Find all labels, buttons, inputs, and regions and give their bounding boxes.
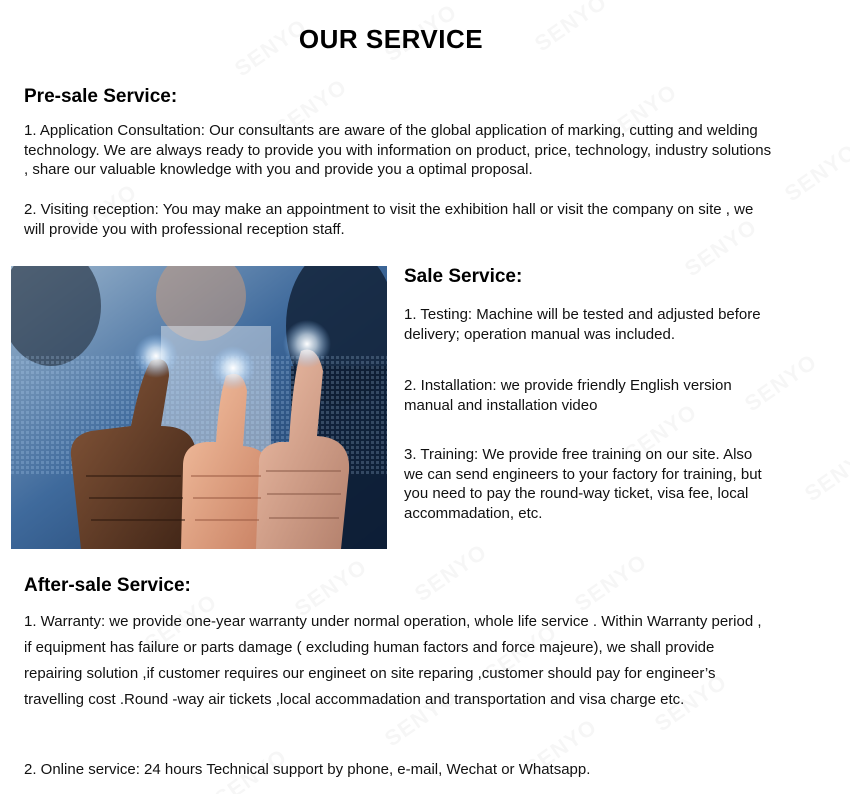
page-title: OUR SERVICE (298, 24, 484, 54)
watermark (800, 439, 850, 507)
watermark (780, 139, 850, 207)
sale-item: 1. Testing: Machine will be tested and adjusted before delivery; operation manual was included. (404, 306, 761, 343)
after-sale-item: 2. Online service: 24 hours Technical support by phone, e-mail, Wechat or Whatsapp. (24, 761, 591, 778)
thumbs-up-photo (11, 266, 387, 549)
watermark (570, 549, 652, 617)
sale-item: 2. Installation: we provide friendly English version manual and installation video (404, 377, 732, 414)
pre-sale-item: 1. Application Consultation: Our consultants are aware of the global application of marking, cutting and welding technology. We are always ready to provide you with information on product, price, technology, industry solutions , share our valuable knowledge with you and provide you a optimal proposal. (24, 122, 772, 178)
pre-sale-item: 2. Visiting reception: You may make an appointment to visit the exhibition hall or visit the company on site , we will provide you with professional reception staff. (24, 201, 754, 238)
sale-heading: Sale Service: (404, 266, 523, 287)
after-sale-heading: After-sale Service: (24, 575, 191, 596)
watermark (410, 539, 492, 607)
after-sale-item: 1. Warranty: we provide one-year warranty under normal operation, whole life service . Within Warranty period , if equipment has failure or parts damage ( excluding human factors and force majeure), we shall provide repairing solution ,if customer requires our engineet on site reparing ,customer should pay for engineer’s travelling cost .Round -way air tickets ,local accommadation and transportation and visa charge etc. (24, 613, 762, 708)
pre-sale-heading: Pre-sale Service: (24, 86, 178, 107)
sale-item: 3. Training: We provide free training on our site. Also we can send engineers to your factory for training, but you need to pay the round-way ticket, visa fee, local accommadation, etc. (404, 446, 762, 522)
